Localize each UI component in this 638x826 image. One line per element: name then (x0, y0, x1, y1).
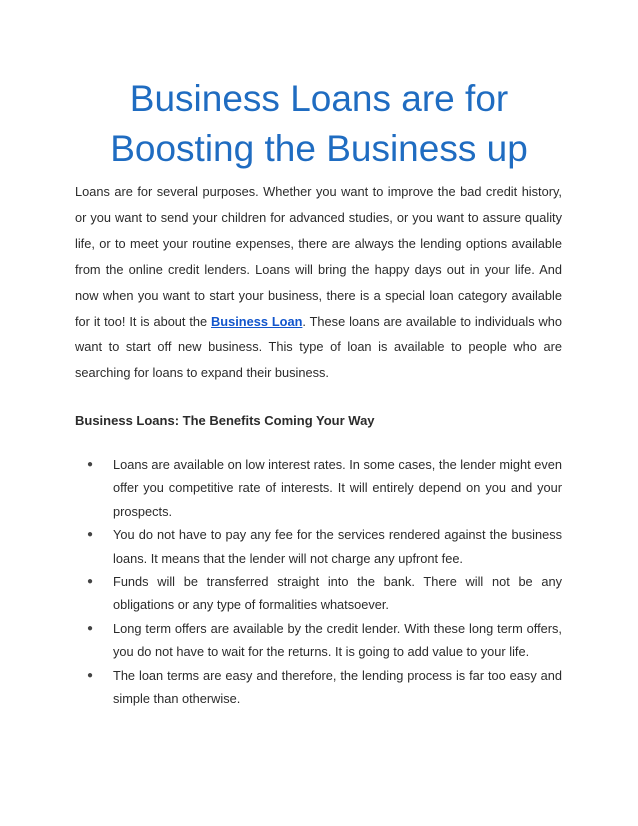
list-item (75, 664, 562, 711)
bullet-icon: ● (87, 529, 94, 541)
bullet-icon: ● (87, 576, 94, 588)
benefits-list (75, 453, 562, 710)
benefits-heading: Business Loans: The Benefits Coming Your Way (75, 413, 375, 428)
intro-text-before-link: Loans are for several purposes. Whether you want to improve the bad credit history, or you want to send your children for advanced studies, or you want to assure quality life, or to meet your routine expenses, there are always the lending options available from the online credit lenders. Loans will bring the happy days out in your life. And now when you want to start your business, there is a special loan category available for it too! It is about the (75, 184, 562, 329)
list-item (75, 570, 562, 617)
title-line-2: Boosting the Business up (110, 128, 528, 169)
bullet-icon: ● (87, 669, 94, 681)
business-loan-link[interactable]: Business Loan (211, 313, 303, 329)
bullet-icon: ● (87, 459, 94, 470)
list-item (75, 453, 562, 523)
list-item-text: The loan terms are easy and therefore, the lending process is far too easy and simple than otherwise. (113, 667, 562, 707)
list-item (75, 523, 562, 570)
page-title (40, 74, 598, 174)
intro-paragraph (75, 179, 562, 386)
list-item-text: Funds will be transferred straight into the bank. There will not be any obligations or any type of formalities whatsoever. (113, 574, 562, 613)
list-item-text: Loans are available on low interest rates. In some cases, the lender might even offer you competitive rate of interests. It will entirely depend on you and your prospects. (113, 457, 562, 519)
list-item-text: Long term offers are available by the credit lender. With these long term offers, you do not have to wait for the returns. It is going to add value to your life. (113, 620, 562, 660)
list-item-text: You do not have to pay any fee for the services rendered against the business loans. It means that the lender will not charge any upfront fee. (113, 527, 562, 566)
title-line-1: Business Loans are for (129, 78, 509, 119)
intro-text-after-link: . These loans are available to individuals who want to start off new business. This type of loan is available to people who are searching for loans to expand their business. (75, 313, 562, 381)
bullet-icon: ● (87, 622, 94, 634)
list-item (75, 617, 562, 664)
